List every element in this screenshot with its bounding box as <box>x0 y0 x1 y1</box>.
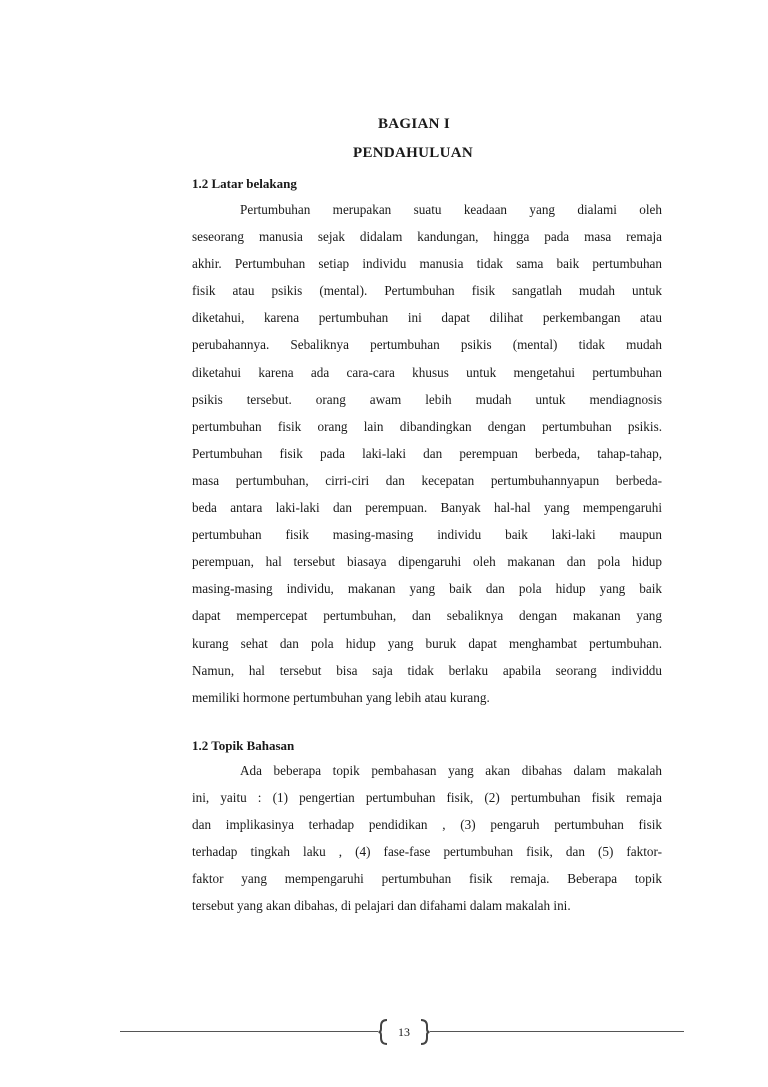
paragraph-line: beda antara laki-laki dan perempuan. Banyak hal-hal yang mempengaruhi <box>192 500 662 516</box>
paragraph-line: memiliki hormone pertumbuhan yang lebih atau kurang. <box>192 689 490 705</box>
paragraph-line: faktor yang mempengaruhi pertumbuhan fisik remaja. Beberapa topik <box>192 871 662 887</box>
paragraph-line: pertumbuhan fisik orang lain dibandingkan dengan pertumbuhan psikis. <box>192 418 662 434</box>
paragraph-line: terhadap tingkah laku , (4) fase-fase pertumbuhan fisik, dan (5) faktor- <box>192 844 662 860</box>
paragraph-line: Pertumbuhan fisik pada laki-laki dan perempuan berbeda, tahap-tahap, <box>192 445 662 461</box>
paragraph-line: seseorang manusia sejak didalam kandungan, hingga pada masa remaja <box>192 229 662 245</box>
page-number-box <box>378 1018 430 1046</box>
chapter-subtitle: PENDAHULUAN <box>353 145 473 161</box>
page-number: 13 <box>398 1025 410 1039</box>
paragraph-line: dapat mempercepat pertumbuhan, dan sebaliknya dengan makanan yang <box>192 608 662 624</box>
paragraph-line: Namun, hal tersebut bisa saja tidak berlaku apabila seorang individdu <box>192 662 662 678</box>
paragraph-line: dan implikasinya terhadap pendidikan , (3) pengaruh pertumbuhan fisik <box>192 817 662 833</box>
section-heading-latar-belakang: 1.2 Latar belakang <box>192 176 297 191</box>
paragraph-line: perempuan, hal tersebut biasaya dipengaruhi oleh makanan dan pola hidup <box>192 554 662 570</box>
paragraph-line: diketahui karena ada cara-cara khusus untuk mengetahui pertumbuhan <box>192 364 662 380</box>
paragraph-topik-bahasan <box>192 757 662 920</box>
paragraph-line: pertumbuhan fisik masing-masing individu baik laki-laki maupun <box>192 527 662 543</box>
section-heading-topik-bahasan: 1.2 Topik Bahasan <box>192 738 295 753</box>
paragraph-line: Ada beberapa topik pembahasan yang akan dibahas dalam makalah <box>240 763 662 778</box>
chapter-title: BAGIAN I <box>378 116 450 132</box>
paragraph-line: psikis tersebut. orang awam lebih mudah untuk mendiagnosis <box>192 391 662 407</box>
paragraph-line: masing-masing individu, makanan yang baik dan pola hidup yang baik <box>192 581 662 597</box>
footer-divider-left <box>120 1031 378 1032</box>
paragraph-line: Pertumbuhan merupakan suatu keadaan yang dialami oleh <box>240 202 662 217</box>
footer-divider-right <box>430 1031 684 1032</box>
paragraph-line: perubahannya. Sebaliknya pertumbuhan psikis (mental) tidak mudah <box>192 337 662 353</box>
paragraph-line: ini, yaitu : (1) pengertian pertumbuhan fisik, (2) pertumbuhan fisik remaja <box>192 790 662 806</box>
paragraph-line: kurang sehat dan pola hidup yang buruk dapat menghambat pertumbuhan. <box>192 635 662 651</box>
paragraph-line: fisik atau psikis (mental). Pertumbuhan fisik sangatlah mudah untuk <box>192 283 662 299</box>
paragraph-line: masa pertumbuhan, cirri-ciri dan kecepatan pertumbuhannyapun berbeda- <box>192 472 662 488</box>
paragraph-line: diketahui, karena pertumbuhan ini dapat dilihat perkembangan atau <box>192 310 662 326</box>
paragraph-line: akhir. Pertumbuhan setiap individu manusia tidak sama baik pertumbuhan <box>192 256 662 272</box>
paragraph-line: tersebut yang akan dibahas, di pelajari dan difahami dalam makalah ini. <box>192 898 571 914</box>
paragraph-latar-belakang <box>192 196 662 711</box>
